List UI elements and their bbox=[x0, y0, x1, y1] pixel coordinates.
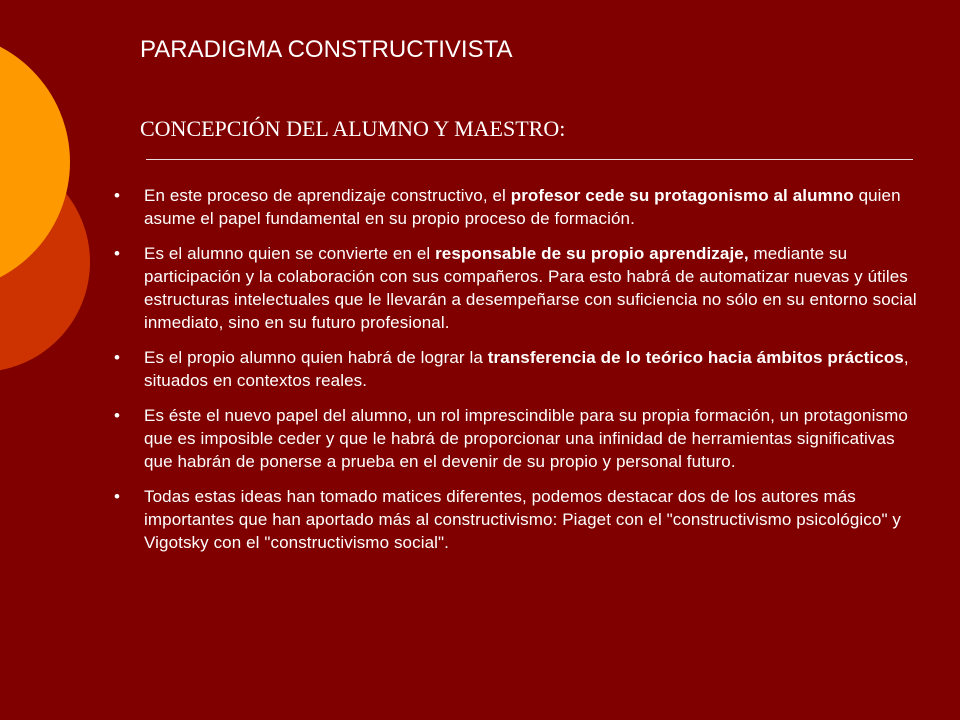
bullet-text bbox=[144, 186, 901, 228]
title-divider bbox=[146, 159, 913, 160]
text-run: , situados en contextos reales. bbox=[144, 348, 909, 390]
text-run: mediante su participación y la colaboración con sus compañeros. Para esto habrá de automatizar nuevas y útiles estructuras intelectuales que le llevarán a desempeñarse con suficiencia no sólo en su entorno social inmediato, sino en su futuro profesional. bbox=[144, 244, 917, 332]
bold-text-run: transferencia de lo teórico hacia ámbitos prácticos bbox=[487, 348, 904, 367]
bullet-item bbox=[0, 242, 960, 334]
bullet-item bbox=[0, 184, 960, 230]
bullet-item bbox=[0, 485, 960, 554]
text-run: Es el alumno quien se convierte en el bbox=[144, 244, 436, 263]
bullet-text bbox=[144, 487, 901, 552]
text-run: Es éste el nuevo papel del alumno, un rol imprescindible para su propia formación, un protagonismo que es imposible ceder y que le habrá de proporcionar una infinidad de herramientas significativas que habrán de ponerse a prueba en el devenir de su propio y personal futuro. bbox=[144, 406, 908, 471]
bullet-marker: • bbox=[114, 487, 121, 506]
text-run: Es el propio alumno quien habrá de lograr la bbox=[144, 348, 488, 367]
bullet-text bbox=[144, 406, 908, 471]
bullet-marker: • bbox=[114, 348, 121, 367]
bullet-text bbox=[144, 348, 909, 390]
bullet-list bbox=[0, 184, 960, 566]
bullet-marker: • bbox=[114, 186, 121, 205]
bullet-marker: • bbox=[114, 244, 121, 263]
slide-title: PARADIGMA CONSTRUCTIVISTA bbox=[140, 36, 513, 63]
bullet-marker: • bbox=[114, 406, 121, 425]
bold-text-run: responsable de su propio aprendizaje, bbox=[435, 244, 749, 263]
bullet-item bbox=[0, 346, 960, 392]
text-run: En este proceso de aprendizaje constructivo, el bbox=[144, 186, 511, 205]
bullet-text bbox=[144, 244, 917, 332]
text-run: quien asume el papel fundamental en su propio proceso de formación. bbox=[144, 186, 901, 228]
slide-subtitle: CONCEPCIÓN DEL ALUMNO Y MAESTRO: bbox=[140, 116, 566, 141]
bullet-item bbox=[0, 404, 960, 473]
bold-text-run: profesor cede su protagonismo al alumno bbox=[510, 186, 854, 205]
text-run: Todas estas ideas han tomado matices diferentes, podemos destacar dos de los autores más importantes que han aportado más al constructivismo: Piaget con el "constructivismo psicológico" y Vigotsky con el "constructivismo social". bbox=[144, 487, 902, 552]
